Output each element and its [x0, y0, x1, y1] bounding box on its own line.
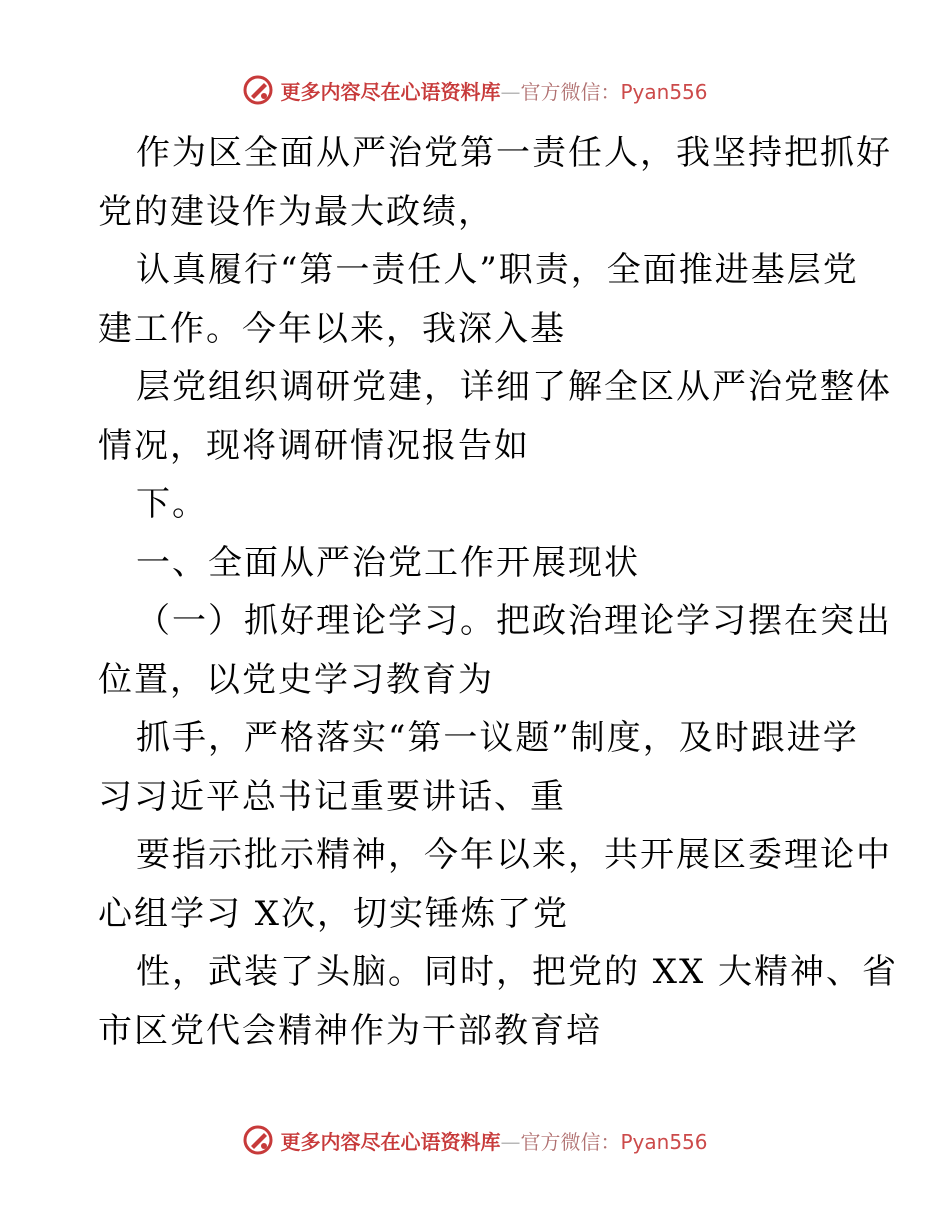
banner-wechat-id: Pyan556 — [620, 1129, 708, 1154]
banner-main-text: 更多内容尽在心语资料库 — [280, 1129, 501, 1154]
banner-wechat-id: Pyan556 — [620, 79, 708, 104]
text-line: （一）抓好理论学习。把政治理论学习摆在突出 — [136, 601, 892, 641]
banner-inner — [242, 1124, 707, 1156]
banner-sub-text: 官方微信： — [520, 1129, 621, 1154]
document-body — [98, 124, 899, 1060]
text-line: 下。 — [136, 484, 208, 524]
banner-main-text: 更多内容尽在心语资料库 — [280, 79, 501, 104]
header-banner — [0, 70, 950, 110]
text-line: 认真履行“第一责任人”职责，全面推进基层党 — [136, 250, 859, 290]
text-line: 习习近平总书记重要讲话、重 — [98, 776, 566, 817]
brand-logo-icon — [242, 74, 274, 106]
brand-logo-icon — [242, 1124, 274, 1156]
banner-dash: — — [500, 1129, 521, 1154]
text-line: 市区党代会精神作为干部教育培 — [98, 1010, 602, 1051]
text-line: 位置，以党史学习教育为 — [98, 659, 494, 700]
text-line: 一、全面从严治党工作开展现状 — [136, 542, 640, 583]
footer-banner — [0, 1120, 950, 1160]
text-line: 情况，现将调研情况报告如 — [98, 425, 530, 466]
banner-inner — [242, 74, 707, 106]
banner-sub-text: 官方微信： — [520, 79, 621, 104]
text-line: 要指示批示精神，今年以来，共开展区委理论中 — [136, 835, 892, 875]
text-line: 作为区全面从严治党第一责任人，我坚持把抓好 — [136, 133, 892, 173]
banner-text — [280, 76, 707, 105]
text-line: 党的建设作为最大政绩， — [98, 191, 494, 232]
text-line: 心组学习 X次，切实锤炼了党 — [98, 893, 570, 934]
banner-dash: — — [500, 79, 521, 104]
text-line: 抓手，严格落实“第一议题”制度，及时跟进学 — [136, 718, 859, 758]
banner-text — [280, 1126, 707, 1155]
text-line: 建工作。今年以来，我深入基 — [98, 308, 566, 349]
text-line: 层党组织调研党建，详细了解全区从严治党整体 — [136, 367, 892, 407]
text-line: 性，武装了头脑。同时，把党的 XX 大精神、省 — [136, 952, 899, 992]
